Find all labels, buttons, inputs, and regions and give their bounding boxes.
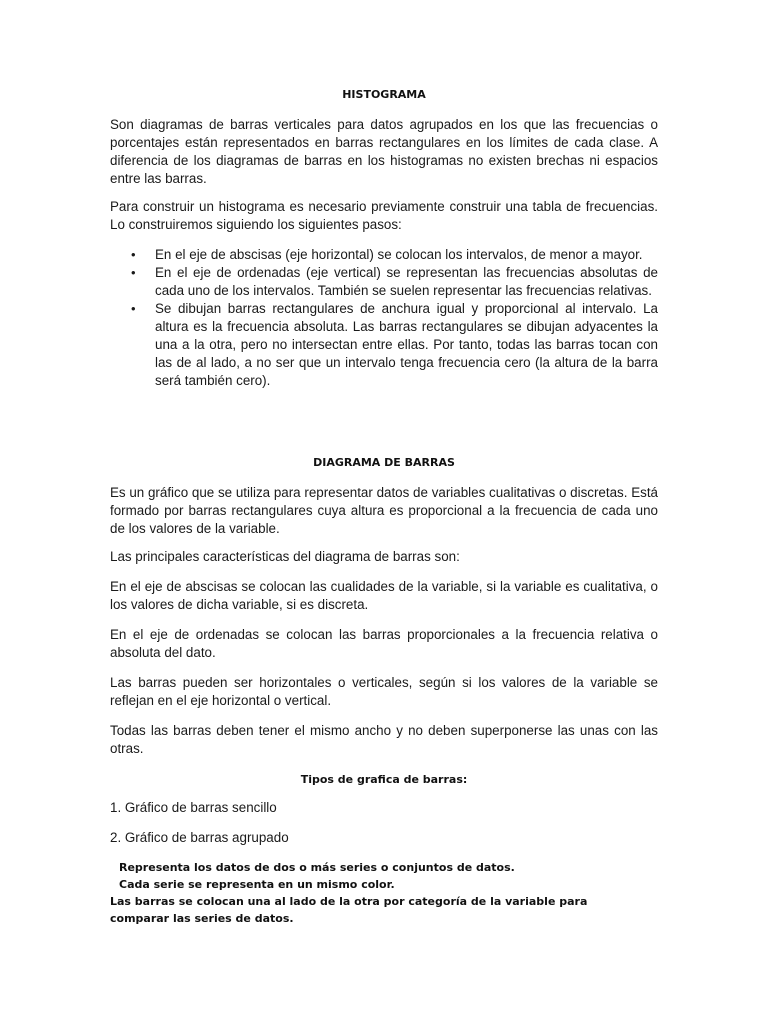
histograma-steps-list	[110, 246, 658, 390]
diagrama-paragraph: Es un gráfico que se utiliza para representar datos de variables cualitativas o discretas. Está formado por barras rectangulares cuya altura es proporcional a la frecuencia de cada uno de los valores de la variable.	[110, 485, 658, 536]
diagrama-paragraph: Las principales características del diagrama de barras son:	[110, 549, 460, 564]
tipos-item-agrupado: 2. Gráfico de barras agrupado	[110, 830, 289, 845]
diagrama-paragraph: Todas las barras deben tener el mismo ancho y no deben superponerse las unas con las otras.	[110, 723, 658, 756]
note-paragraph: Las barras se colocan una al lado de la otra por categoría de la variable para comparar las series de datos.	[110, 895, 588, 925]
diagrama-paragraph: Las barras pueden ser horizontales o verticales, según si los valores de la variable se reflejan en el eje horizontal o vertical.	[110, 675, 658, 708]
note-line: Cada serie se representa en un mismo color.	[119, 878, 395, 891]
list-item	[110, 264, 658, 300]
tipos-item-sencillo: 1. Gráfico de barras sencillo	[110, 800, 277, 815]
histograma-intro: Son diagramas de barras verticales para datos agrupados en los que las frecuencias o porcentajes están representados en barras rectangulares en los límites de cada clase. A diferencia de los diagramas de barras en los histogramas no existen brechas ni espacios entre las barras.	[110, 117, 658, 186]
note-line: Representa los datos de dos o más series o conjuntos de datos.	[119, 861, 515, 874]
tipos-title: Tipos de grafica de barras:	[300, 773, 468, 786]
bullet-text: En el eje de ordenadas (eje vertical) se representan las frecuencias absolutas de cada uno de los intervalos. También se suelen representar las frecuencias relativas.	[155, 265, 658, 298]
list-item	[110, 246, 658, 264]
diagrama-paragraph: En el eje de ordenadas se colocan las barras proporcionales a la frecuencia relativa o absoluta del dato.	[110, 627, 658, 660]
diagrama-title: DIAGRAMA DE BARRAS	[313, 456, 455, 469]
histograma-steps-intro: Para construir un histograma es necesario previamente construir una tabla de frecuencias. Lo construiremos siguiendo los siguientes pasos:	[110, 199, 658, 232]
bullet-text: Se dibujan barras rectangulares de anchura igual y proporcional al intervalo. La altura es la frecuencia absoluta. Las barras rectangulares se dibujan adyacentes la una a la otra, pero no intersectan entre ellas. Por tanto, todas las barras tocan con las de al lado, a no ser que un intervalo tenga frecuencia cero (la altura de la barra será también cero).	[155, 301, 658, 388]
bullet-icon: •	[131, 247, 136, 262]
bullet-text: En el eje de abscisas (eje horizontal) se colocan los intervalos, de menor a mayor.	[155, 247, 643, 262]
histograma-title: HISTOGRAMA	[342, 88, 426, 101]
diagrama-paragraph: En el eje de abscisas se colocan las cualidades de la variable, si la variable es cualitativa, o los valores de dicha variable, si es discreta.	[110, 579, 658, 612]
bullet-icon: •	[131, 265, 136, 280]
bullet-icon: •	[131, 301, 136, 316]
list-item	[110, 300, 658, 390]
